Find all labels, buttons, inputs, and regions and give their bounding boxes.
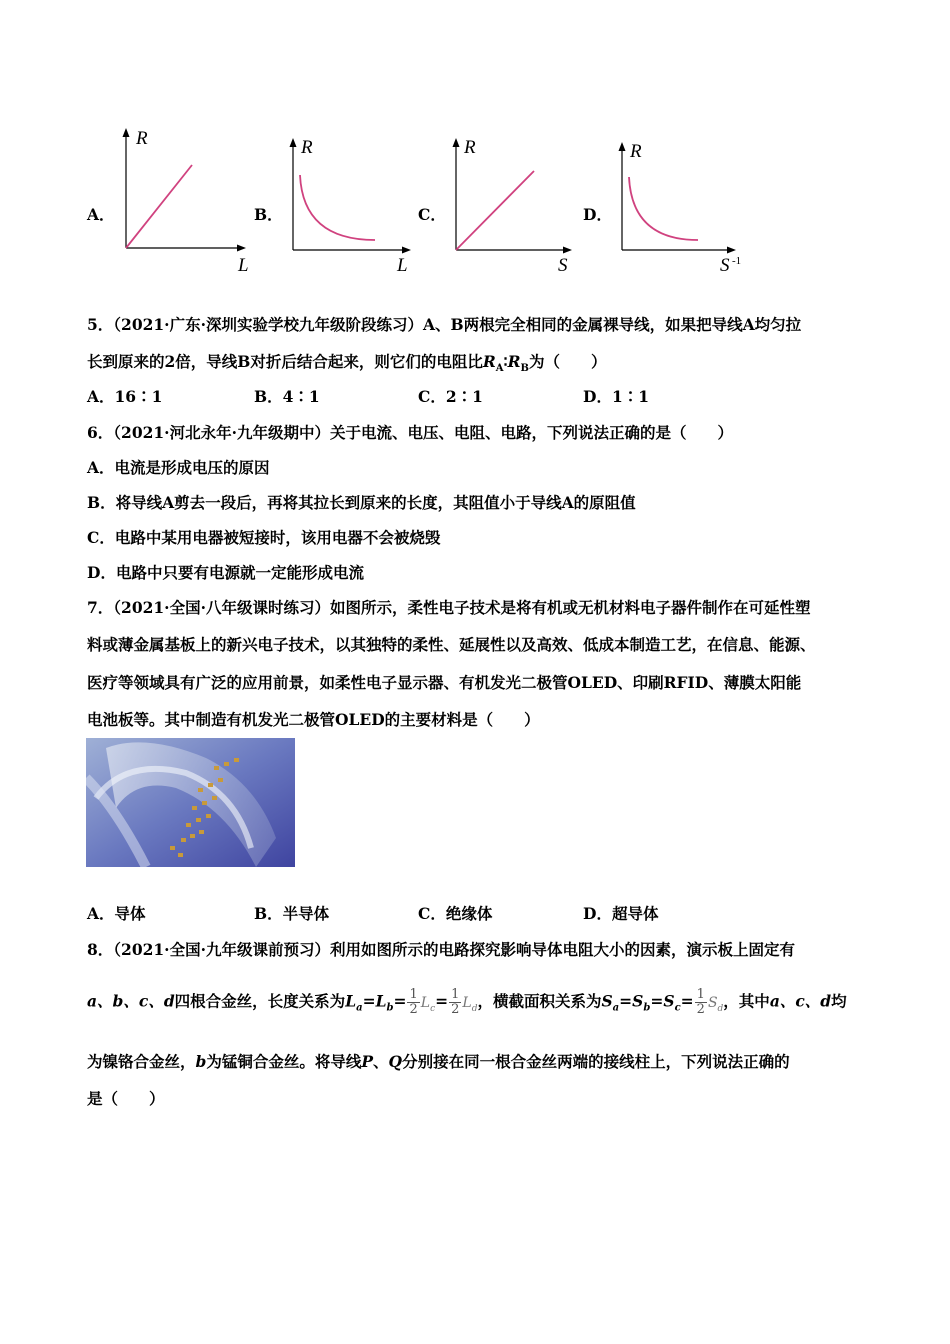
q5-option-a[interactable]: A．16∶1 [87, 387, 163, 406]
q7-stem-line2: 料或薄金属基板上的新兴电子技术，以其独特的柔性、延展性以及高效、低成本制造工艺，在信息、能源、 [87, 635, 816, 654]
graph-b [277, 125, 427, 280]
graph-c [440, 125, 590, 280]
graph-b-ylabel: R [301, 137, 313, 158]
graph-a [110, 125, 260, 280]
graph-d-ylabel: R [630, 141, 642, 162]
graph-a-label: A． [87, 205, 115, 224]
q8-stem-line4: 是（ ） [87, 1089, 165, 1108]
graph-c-xlabel: S [558, 255, 568, 276]
q6-option-a[interactable]: A．电流是形成电压的原因 [87, 458, 270, 477]
graph-b-label: B． [254, 205, 283, 224]
graph-d-label: D． [583, 205, 612, 224]
graph-d-curve [629, 177, 698, 240]
q7-option-c[interactable]: C．绝缘体 [418, 904, 493, 923]
graph-d-xlabel-sup: -1 [732, 255, 742, 267]
graph-d-xlabel: S [720, 255, 730, 276]
q7-stem-line3: 医疗等领域具有广泛的应用前景，如柔性电子显示器、有机发光二极管OLED、印刷RFID、薄膜太阳能 [87, 673, 802, 692]
q8-stem-line1: 8．（2021·全国·九年级课前预习）利用如图所示的电路探究影响导体电阻大小的因素，演示板上固定有 [87, 940, 795, 959]
q7-option-b[interactable]: B．半导体 [254, 904, 330, 923]
graph-b-xlabel: L [397, 255, 408, 276]
q7-stem-line1: 7．（2021·全国·八年级课时练习）如图所示，柔性电子技术是将有机或无机材料电子器件制作在可延性塑 [87, 598, 811, 617]
graph-d [606, 125, 756, 280]
graph-c-line [456, 171, 534, 250]
graph-a-xlabel: L [238, 255, 249, 276]
graph-c-ylabel: R [464, 137, 476, 158]
graph-b-curve [300, 175, 375, 240]
q6-option-c[interactable]: C．电路中某用电器被短接时，该用电器不会被烧毁 [87, 528, 441, 547]
q5-option-d[interactable]: D．1∶1 [583, 387, 650, 406]
q5-option-b[interactable]: B．4∶1 [254, 387, 320, 406]
q6-stem: 6．（2021·河北永年·九年级期中）关于电流、电压、电阻、电路，下列说法正确的是（ ） [87, 423, 733, 442]
q6-option-b[interactable]: B．将导线A剪去一段后，再将其拉长到原来的长度，其阻值小于导线A的原阻值 [87, 493, 636, 512]
q8-stem-line2: a、b、c、d四根合金丝，长度关系为$L_a=L_b=$ $\frac{1}{2}$ $L_c=$ $\frac{1}{2}$ $L_d$，横截面积关系为$S_a=S_b=S_c=$ $\frac{1}{2}$ $S_d$，其中a、c、d均 [87, 987, 847, 1017]
q5-option-c[interactable]: C．2∶1 [418, 387, 483, 406]
q8-stem-line3: 为镍铬合金丝，b为锰铜合金丝。将导线P、Q分别接在同一根合金丝两端的接线柱上，下列说法正确的 [87, 1052, 790, 1071]
q5-stem-line2: 长到原来的2倍，导线B对折后结合起来，则它们的电阻比$R_A∶R_B$为（ ） [87, 352, 607, 375]
q7-option-d[interactable]: D．超导体 [583, 904, 659, 923]
q5-stem-line1: 5．（2021·广东·深圳实验学校九年级阶段练习）A、B两根完全相同的金属裸导线，如果把导线A均匀拉 [87, 315, 802, 334]
q7-option-a[interactable]: A．导体 [87, 904, 146, 923]
flexible-electronics-photo [86, 738, 295, 867]
q7-stem-line4: 电池板等。其中制造有机发光二极管OLED的主要材料是（ ） [87, 710, 540, 729]
graph-a-line [126, 165, 192, 248]
graph-c-label: C． [418, 205, 446, 224]
graph-a-ylabel: R [136, 128, 148, 149]
q6-option-d[interactable]: D．电路中只要有电源就一定能形成电流 [87, 563, 364, 582]
